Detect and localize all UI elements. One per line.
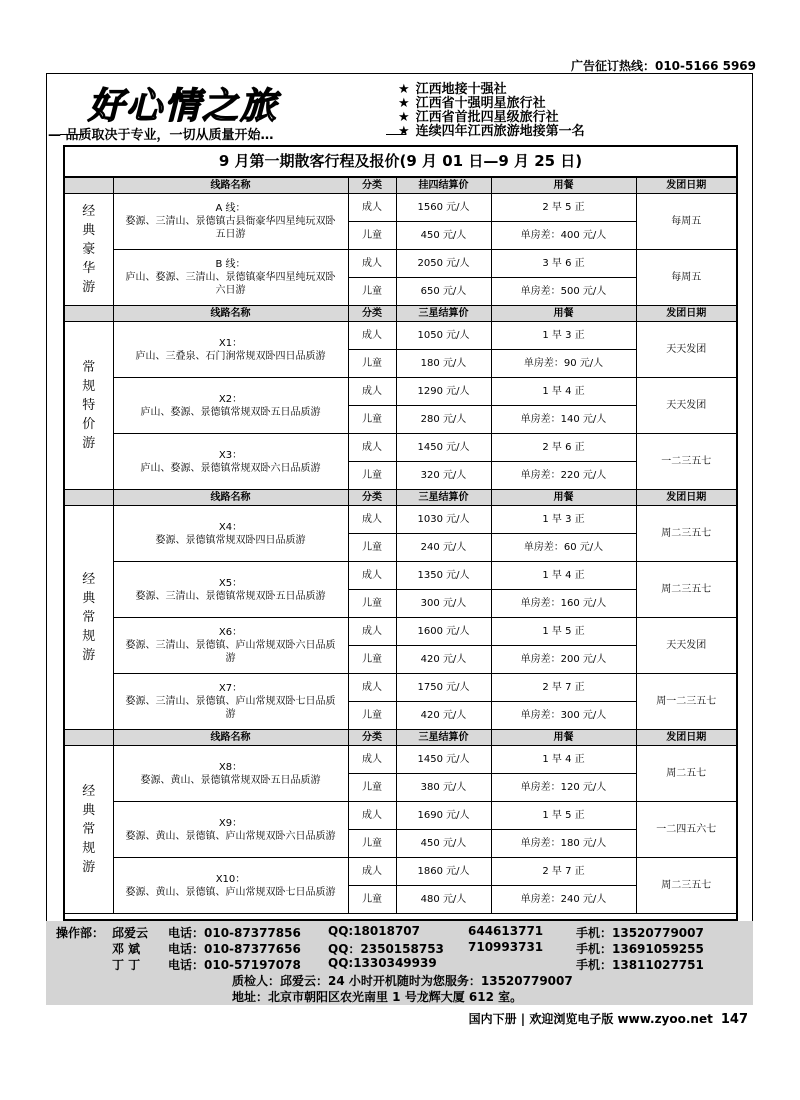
- schedule-cell: 天天发团: [636, 378, 736, 434]
- itinerary-table-box: [63, 145, 738, 921]
- contact-mobile: 手机：13691059255: [576, 942, 704, 956]
- contact-name: 邱爱云: [112, 926, 149, 940]
- price-cell: 1450 元/人: [396, 746, 491, 774]
- type-cell: 儿童: [348, 886, 396, 914]
- route-cell: [113, 322, 348, 378]
- type-cell: 儿童: [348, 646, 396, 674]
- meal-cell: 2 早 7 正: [491, 674, 636, 702]
- honor-item: ★ 江西省十强明星旅行社: [398, 96, 546, 111]
- type-cell: 儿童: [348, 534, 396, 562]
- price-cell: 240 元/人: [396, 534, 491, 562]
- type-cell: 儿童: [348, 350, 396, 378]
- header-price: 挂四结算价: [396, 178, 491, 194]
- route-cell: [113, 674, 348, 730]
- header-schedule: 发团日期: [636, 306, 736, 322]
- price-cell: 380 元/人: [396, 774, 491, 802]
- footer-text: 国内下册 | 欢迎浏览电子版 www.zyoo.net: [468, 1012, 713, 1026]
- header-blank: [65, 306, 113, 322]
- meal-cell: 1 早 3 正: [491, 506, 636, 534]
- meal-cell: 单房差：60 元/人: [491, 534, 636, 562]
- header-meal: 用餐: [491, 178, 636, 194]
- route-desc: 婺源、三清山、景德镇常规双卧五日品质游: [135, 590, 326, 602]
- route-cell: [113, 506, 348, 562]
- brand-logo: 好心情之旅: [88, 85, 279, 127]
- header-price: 三星结算价: [396, 730, 491, 746]
- table-row: [65, 674, 736, 702]
- meal-cell: 单房差：120 元/人: [491, 774, 636, 802]
- schedule-cell: 周二三五七: [636, 506, 736, 562]
- type-cell: 成人: [348, 674, 396, 702]
- route-desc: 婺源、三清山、景德镇古县衙豪华四星纯玩双卧五日游: [125, 216, 336, 240]
- category-label: 常规特价游: [82, 360, 96, 451]
- address: 地址：北京市朝阳区农光南里 1 号龙辉大厦 612 室。: [232, 990, 523, 1004]
- type-cell: 儿童: [348, 774, 396, 802]
- route-code: X5：: [218, 577, 243, 589]
- type-cell: 儿童: [348, 830, 396, 858]
- meal-cell: 1 早 5 正: [491, 618, 636, 646]
- price-cell: 1350 元/人: [396, 562, 491, 590]
- route-desc: 婺源、景德镇常规双卧四日品质游: [155, 534, 306, 546]
- contact-qq: QQ：2350158753: [328, 942, 444, 956]
- route-code: X6：: [218, 627, 243, 638]
- meal-cell: 1 早 4 正: [491, 562, 636, 590]
- table-row: [65, 506, 736, 534]
- route-code: X7：: [218, 683, 243, 694]
- header-price: 三星结算价: [396, 490, 491, 506]
- type-cell: 儿童: [348, 462, 396, 490]
- header-route: 线路名称: [113, 306, 348, 322]
- table-row: [65, 378, 736, 406]
- header-meal: 用餐: [491, 490, 636, 506]
- page-number: 147: [720, 1012, 748, 1027]
- header-meal: 用餐: [491, 306, 636, 322]
- header-meal: 用餐: [491, 730, 636, 746]
- type-cell: 儿童: [348, 590, 396, 618]
- header-type: 分类: [348, 306, 396, 322]
- route-desc: 庐山、三叠泉、石门涧常规双卧四日品质游: [135, 350, 326, 362]
- slogan-text: 品质取决于专业，一切从质量开始…: [65, 128, 274, 143]
- route-code: X8：: [218, 761, 243, 773]
- contact-mobile: 手机：13520779007: [576, 926, 704, 940]
- meal-cell: 2 早 5 正: [491, 194, 636, 222]
- price-cell: 1290 元/人: [396, 378, 491, 406]
- table-header-row: [65, 306, 736, 322]
- table-row: [65, 802, 736, 830]
- header-schedule: 发团日期: [636, 178, 736, 194]
- contact-qq: QQ:18018707: [328, 924, 420, 938]
- table-row: [65, 250, 736, 278]
- header-price: 三星结算价: [396, 306, 491, 322]
- table-row: [65, 858, 736, 886]
- header-route: 线路名称: [113, 490, 348, 506]
- star-icon: ★: [398, 82, 410, 97]
- route-desc: 婺源、三清山、景德镇、庐山常规双卧七日品质游: [125, 696, 336, 720]
- meal-cell: 1 早 3 正: [491, 322, 636, 350]
- route-cell: [113, 194, 348, 250]
- type-cell: 成人: [348, 322, 396, 350]
- header-route: 线路名称: [113, 730, 348, 746]
- schedule-cell: 周一二三五七: [636, 674, 736, 730]
- meal-cell: 单房差：200 元/人: [491, 646, 636, 674]
- table-row: [65, 434, 736, 462]
- meal-cell: 单房差：240 元/人: [491, 886, 636, 914]
- type-cell: 成人: [348, 250, 396, 278]
- quality-inspector: 质检人：邱爱云：24 小时开机随时为您服务：13520779007: [232, 974, 573, 988]
- table-row: [65, 322, 736, 350]
- table-row: [65, 194, 736, 222]
- price-cell: 450 元/人: [396, 222, 491, 250]
- price-cell: 180 元/人: [396, 350, 491, 378]
- price-cell: 2050 元/人: [396, 250, 491, 278]
- price-cell: 1050 元/人: [396, 322, 491, 350]
- price-cell: 1030 元/人: [396, 506, 491, 534]
- type-cell: 儿童: [348, 222, 396, 250]
- contact-name: 邓 斌: [112, 942, 141, 956]
- itinerary-table: [65, 177, 736, 914]
- route-code: A 线：: [215, 203, 246, 214]
- header-blank: [65, 730, 113, 746]
- category-cell: [65, 506, 113, 730]
- table-header-row: [65, 490, 736, 506]
- type-cell: 成人: [348, 802, 396, 830]
- schedule-cell: 周二五七: [636, 746, 736, 802]
- route-cell: [113, 562, 348, 618]
- price-cell: 300 元/人: [396, 590, 491, 618]
- route-desc: 庐山、婺源、景德镇常规双卧五日品质游: [140, 406, 321, 418]
- price-cell: 280 元/人: [396, 406, 491, 434]
- type-cell: 成人: [348, 858, 396, 886]
- route-cell: [113, 802, 348, 858]
- meal-cell: 单房差：220 元/人: [491, 462, 636, 490]
- price-cell: 320 元/人: [396, 462, 491, 490]
- honor-item: ★ 连续四年江西旅游地接第一名: [398, 124, 585, 139]
- price-cell: 420 元/人: [396, 646, 491, 674]
- route-desc: 婺源、黄山、景德镇常规双卧五日品质游: [140, 774, 321, 786]
- route-cell: [113, 618, 348, 674]
- contact-qq-alt: 710993731: [468, 940, 544, 954]
- page-footer: [469, 1010, 748, 1027]
- route-cell: [113, 378, 348, 434]
- category-cell: [65, 194, 113, 306]
- table-row: [65, 746, 736, 774]
- meal-cell: 单房差：90 元/人: [491, 350, 636, 378]
- schedule-cell: 天天发团: [636, 322, 736, 378]
- meal-cell: 单房差：180 元/人: [491, 830, 636, 858]
- route-desc: 婺源、黄山、景德镇、庐山常规双卧六日品质游: [125, 830, 336, 842]
- category-cell: [65, 322, 113, 490]
- type-cell: 成人: [348, 378, 396, 406]
- table-header-row: [65, 178, 736, 194]
- route-desc: 婺源、黄山、景德镇、庐山常规双卧七日品质游: [125, 886, 336, 898]
- price-cell: 480 元/人: [396, 886, 491, 914]
- type-cell: 成人: [348, 506, 396, 534]
- contact-qq: QQ:1330349939: [328, 956, 437, 970]
- type-cell: 成人: [348, 746, 396, 774]
- contact-name: 丁 丁: [112, 958, 141, 972]
- category-label: 经典豪华游: [82, 204, 96, 295]
- price-cell: 650 元/人: [396, 278, 491, 306]
- type-cell: 儿童: [348, 406, 396, 434]
- price-cell: 1750 元/人: [396, 674, 491, 702]
- contact-footer: [46, 921, 753, 1005]
- price-cell: 1560 元/人: [396, 194, 491, 222]
- meal-cell: 单房差：300 元/人: [491, 702, 636, 730]
- route-desc: 婺源、三清山、景德镇、庐山常规双卧六日品质游: [125, 640, 336, 664]
- category-label: 经典常规游: [82, 784, 96, 875]
- price-cell: 420 元/人: [396, 702, 491, 730]
- meal-cell: 2 早 6 正: [491, 434, 636, 462]
- honors-list: [398, 83, 585, 139]
- route-code: X2：: [218, 393, 243, 405]
- schedule-cell: 每周五: [636, 250, 736, 306]
- meal-cell: 单房差：140 元/人: [491, 406, 636, 434]
- route-code: X9：: [218, 817, 243, 829]
- table-title: 9 月第一期散客行程及报价(9 月 01 日—9 月 25 日): [65, 147, 736, 177]
- table-row: [65, 618, 736, 646]
- price-cell: 1450 元/人: [396, 434, 491, 462]
- route-code: B 线：: [215, 259, 246, 270]
- price-cell: 1690 元/人: [396, 802, 491, 830]
- header-blank: [65, 178, 113, 194]
- contact-tel: 电话：010-57197078: [168, 958, 301, 972]
- meal-cell: 单房差：500 元/人: [491, 278, 636, 306]
- price-cell: 1600 元/人: [396, 618, 491, 646]
- meal-cell: 1 早 4 正: [491, 378, 636, 406]
- meal-cell: 1 早 4 正: [491, 746, 636, 774]
- contact-tel: 电话：010-87377856: [168, 926, 301, 940]
- route-desc: 庐山、婺源、三清山、景德镇豪华四星纯玩双卧六日游: [125, 272, 336, 296]
- route-code: X10：: [215, 873, 246, 885]
- type-cell: 成人: [348, 194, 396, 222]
- route-desc: 庐山、婺源、景德镇常规双卧六日品质游: [140, 462, 321, 474]
- category-label: 经典常规游: [82, 572, 96, 663]
- contact-tel: 电话：010-87377656: [168, 942, 301, 956]
- route-cell: [113, 250, 348, 306]
- type-cell: 成人: [348, 618, 396, 646]
- schedule-cell: 一二三五七: [636, 434, 736, 490]
- star-icon: ★: [398, 124, 410, 139]
- ad-hotline: 广告征订热线：010-5166 5969: [570, 59, 756, 73]
- honor-item: ★ 江西省首批四星级旅行社: [398, 110, 559, 125]
- route-cell: [113, 434, 348, 490]
- route-code: X3：: [218, 449, 243, 461]
- header-schedule: 发团日期: [636, 490, 736, 506]
- route-cell: [113, 746, 348, 802]
- table-header-row: [65, 730, 736, 746]
- route-code: X1：: [218, 337, 243, 349]
- contact-mobile: 手机：13811027751: [576, 958, 704, 972]
- price-cell: 1860 元/人: [396, 858, 491, 886]
- schedule-cell: 周二三五七: [636, 858, 736, 914]
- header-schedule: 发团日期: [636, 730, 736, 746]
- price-cell: 450 元/人: [396, 830, 491, 858]
- contact-qq-alt: 644613771: [468, 924, 544, 938]
- header-type: 分类: [348, 178, 396, 194]
- schedule-cell: 每周五: [636, 194, 736, 250]
- slogan: — 品质取决于专业，一切从质量开始…: [48, 128, 274, 143]
- meal-cell: 单房差：160 元/人: [491, 590, 636, 618]
- table-row: [65, 562, 736, 590]
- header-type: 分类: [348, 730, 396, 746]
- honor-item: ★ 江西地接十强社: [398, 82, 507, 97]
- category-cell: [65, 746, 113, 914]
- type-cell: 儿童: [348, 702, 396, 730]
- header-route: 线路名称: [113, 178, 348, 194]
- header-type: 分类: [348, 490, 396, 506]
- type-cell: 成人: [348, 562, 396, 590]
- star-icon: ★: [398, 96, 410, 111]
- type-cell: 成人: [348, 434, 396, 462]
- header-blank: [65, 490, 113, 506]
- meal-cell: 2 早 7 正: [491, 858, 636, 886]
- route-code: X4：: [218, 521, 243, 533]
- meal-cell: 单房差：400 元/人: [491, 222, 636, 250]
- route-cell: [113, 858, 348, 914]
- schedule-cell: 天天发团: [636, 618, 736, 674]
- type-cell: 儿童: [348, 278, 396, 306]
- star-icon: ★: [398, 110, 410, 125]
- dept-label: 操作部：: [56, 926, 105, 940]
- meal-cell: 3 早 6 正: [491, 250, 636, 278]
- schedule-cell: 周二三五七: [636, 562, 736, 618]
- meal-cell: 1 早 5 正: [491, 802, 636, 830]
- schedule-cell: 一二四五六七: [636, 802, 736, 858]
